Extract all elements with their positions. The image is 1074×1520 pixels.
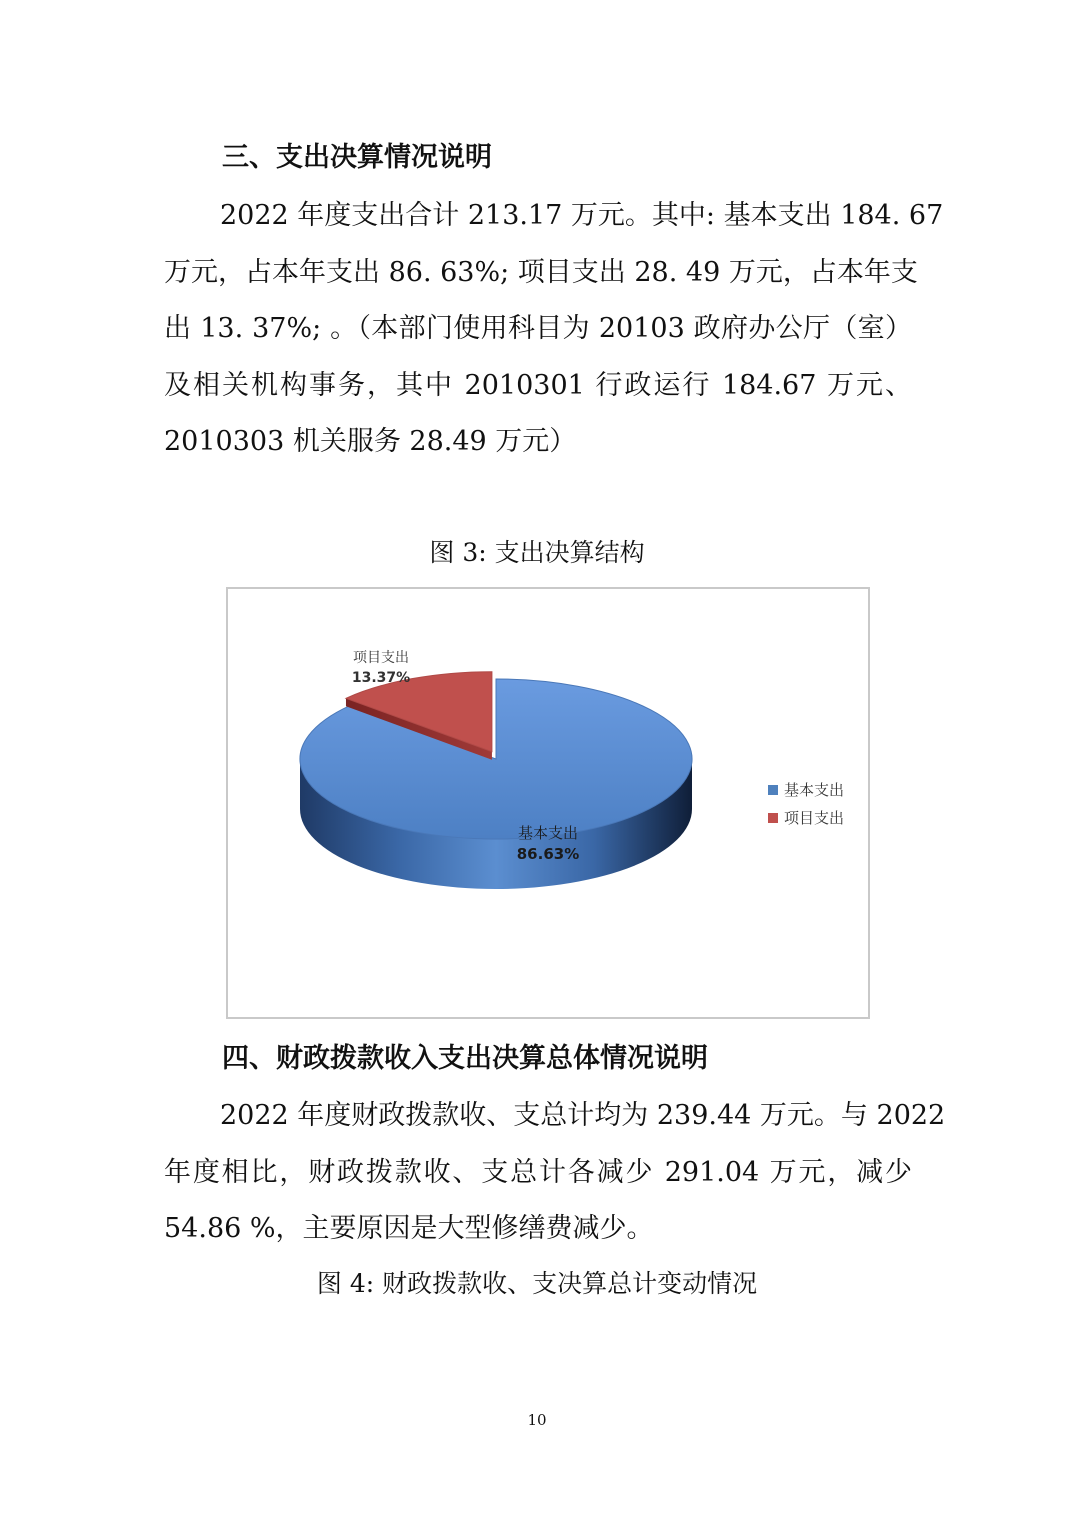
slice-label-basic-value: 86.63% [516,845,580,863]
pie-group [300,672,692,889]
slice-label-basic-name: 基本支出 [517,824,579,842]
section-4-line-1: 2022 年度财政拨款收、支总计均为 239.44 万元。与 2022 [220,1100,946,1131]
expenditure-pie-chart [226,587,870,1019]
section-4-heading: 四、财政拨款收入支出决算总体情况说明 [222,1043,708,1074]
legend-label-project: 项目支出 [784,809,845,827]
section-4-line-3: 54.86 %，主要原因是大型修缮费减少。 [164,1213,654,1244]
slice-label-project-value: 13.37% [351,670,411,686]
section-3-line-3: 出 13. 37%; 。（本部门使用科目为 20103 政府办公厅（室） [164,313,912,344]
legend-label-basic: 基本支出 [784,781,845,799]
page-number: 10 [527,1411,547,1429]
legend-swatch-project [768,813,778,823]
section-3-line-1: 2022 年度支出合计 213.17 万元。其中: 基本支出 184. 67 [220,200,944,231]
figure-4-caption: 图 4: 财政拨款收、支决算总计变动情况 [316,1269,758,1298]
pie-chart-svg [228,589,868,1017]
slice-label-project-name: 项目支出 [353,650,409,666]
chart-legend [768,781,844,827]
section-3-line-5: 2010303 机关服务 28.49 万元） [164,426,577,457]
section-3-heading: 三、支出决算情况说明 [222,142,492,173]
legend-swatch-basic [768,785,778,795]
section-3-line-4: 及相关机构事务，其中 2010301 行政运行 184.67 万元、 [164,370,912,401]
section-3-line-2: 万元，占本年支出 86. 63%; 项目支出 28. 49 万元，占本年支 [164,257,918,288]
section-4-line-2: 年度相比，财政拨款收、支总计各减少 291.04 万元，减少 [164,1157,912,1188]
figure-3-caption: 图 3: 支出决算结构 [429,538,645,567]
